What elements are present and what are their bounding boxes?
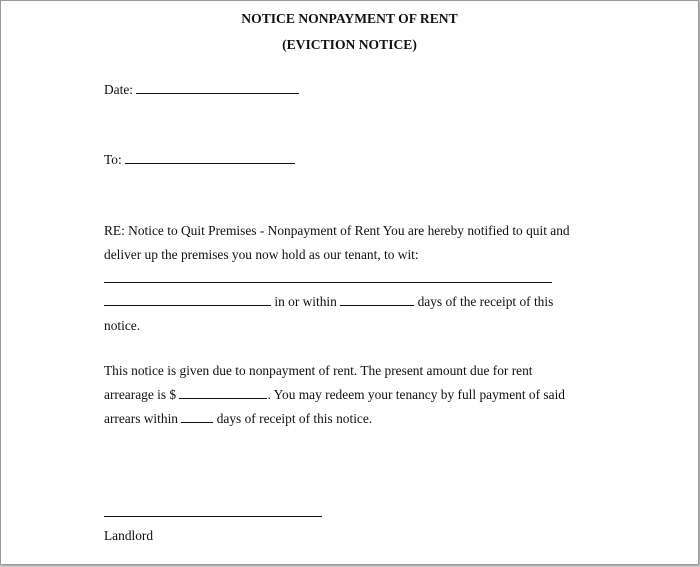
premises-blank-2[interactable] — [104, 294, 271, 306]
re-line-1: RE: Notice to Quit Premises - Nonpayment of Rent You are hereby notified to quit and — [104, 223, 570, 238]
premises-line-2 — [104, 294, 553, 310]
landlord-signature-line[interactable] — [104, 516, 322, 517]
amount-blank[interactable] — [179, 387, 267, 399]
arrearage-suffix: . You may redeem your tenancy by full payment of said — [267, 387, 565, 402]
date-line — [104, 82, 299, 98]
arrears-within-line — [104, 411, 372, 427]
to-label: To: — [104, 152, 122, 167]
date-blank[interactable] — [136, 82, 299, 94]
to-line — [104, 152, 295, 168]
premises-blank-1[interactable] — [104, 282, 552, 283]
paragraph-2-line-1: This notice is given due to nonpayment of rent. The present amount due for rent — [104, 363, 533, 378]
days-count-blank[interactable] — [340, 294, 414, 306]
days-receipt-notice-text: days of receipt of this notice. — [216, 411, 373, 426]
to-blank[interactable] — [125, 152, 295, 164]
redeem-days-blank[interactable] — [181, 411, 213, 423]
days-of-receipt-text: days of the receipt of this — [417, 294, 554, 309]
document-subtitle: (EVICTION NOTICE) — [282, 37, 417, 52]
in-or-within-text: in or within — [274, 294, 337, 309]
landlord-label: Landlord — [104, 528, 154, 543]
arrears-within-text: arrears within — [104, 411, 178, 426]
document-title: NOTICE NONPAYMENT OF RENT — [241, 11, 458, 26]
notice-word: notice. — [104, 318, 141, 333]
re-line-2: deliver up the premises you now hold as our tenant, to wit: — [104, 247, 419, 262]
arrearage-prefix: arrearage is $ — [104, 387, 177, 402]
arrearage-line — [104, 387, 565, 403]
date-label: Date: — [104, 82, 133, 97]
